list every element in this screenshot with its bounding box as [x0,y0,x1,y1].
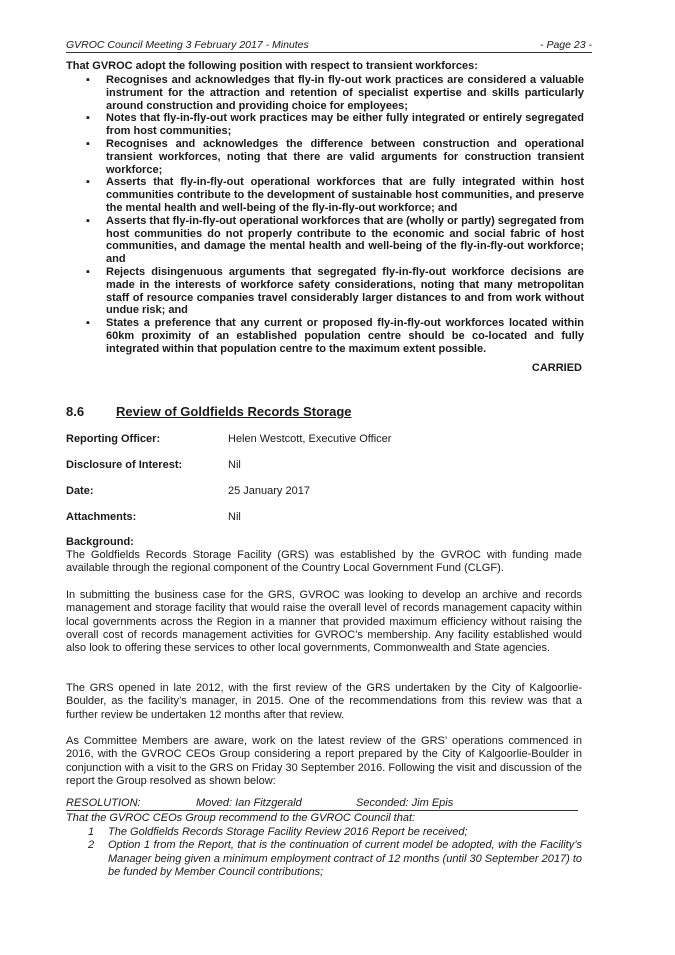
list-item: ▪ Recognises and acknowledges the difference between construction and operational transient workforces, noting that there are valid arguments for construction transient workforce; [86,137,584,176]
background-heading: Background: [66,536,134,548]
list-item: ▪ Notes that fly-in-fly-out work practices may be either fully integrated or entirely segregated from host communities; [86,112,584,138]
resolution-list [84,826,582,879]
reporting-officer-value: Helen Westcott, Executive Officer [228,433,392,445]
reporting-officer-label: Reporting Officer: [66,433,161,445]
list-item: 2 Option 1 from the Report, that is the continuation of current model be adopted, with the Facility’s Manager being given a minimum employment contract of 12 months (until 30 September 2017) to be funded by Member Council contributions; [88,839,582,878]
date-label: Date: [66,485,94,497]
header-title: GVROC Council Meeting 3 February 2017 - Minutes [66,39,309,51]
bullet-icon: ▪ [86,112,90,125]
resolution-header [66,797,578,811]
bullet-icon: ▪ [86,265,90,278]
moved-by: Moved: Ian Fitzgerald [196,797,302,809]
section-number: 8.6 [66,404,85,419]
list-item: ▪ Asserts that fly-in-fly-out operational workforces that are (wholly or partly) segregated from host communities do not properly contribute to the economic and social fabric of host communities, and damage the mental health and well-being of the fly-in-fly-out workforce; and [86,214,584,266]
background-paragraph-3: The GRS opened in late 2012, with the first review of the GRS undertaken by the City of Kalgoorlie-Boulder, as the facility’s manager, in 2015. One of the recommendations from this review was that a further review be undertaken 12 months after that review. [66,682,582,721]
section-title: Review of Goldfields Records Storage [116,404,352,419]
bullet-icon: ▪ [86,317,90,330]
list-item: ▪ Recognises and acknowledges that fly-in fly-out work practices are considered a valuable instrument for the attraction and retention of specialist expertise and skills particularly around construction and providing choice for employees; [86,74,584,112]
list-item: ▪ Rejects disingenuous arguments that segregated fly-in-fly-out workforce decisions are made in the interests of workforce safety considerations, noting that many metropolitan staff of resource companies travel considerably larger distances to and from work without undue risk; and [86,265,584,317]
bullet-icon: ▪ [86,176,90,189]
background-paragraph-2: In submitting the business case for the GRS, GVROC was looking to develop an archive and records management and storage facility that would raise the overall level of records management capacity within local governments across the Region in a manner that provided maximum efficiency without raising the overall cost of records management activities for GVROC’s membership. Any facility established would also look to offering these services to other local governments, Commonwealth and State agencies. [66,589,582,655]
resolution-label: RESOLUTION: [66,797,141,809]
bullet-icon: ▪ [86,214,90,227]
bullet-icon: ▪ [86,137,90,150]
disclosure-label: Disclosure of Interest: [66,459,183,471]
attachments-value: Nil [228,511,241,523]
resolution-intro: That GVROC adopt the following position with respect to transient workforces: [66,60,478,72]
list-item: ▪ Asserts that fly-in-fly-out operational workforces that are fully integrated within host communities contribute to the development of sustainable host communities, and preserve the mental health and well-being of the fly-in-fly-out workforce; and [86,176,584,214]
list-item: ▪ States a preference that any current or proposed fly-in-fly-out workforces located within 60km proximity of an established population centre should be co-located and fully integrated within that population centre to the maximum extent possible. [86,317,584,355]
bullet-icon: ▪ [86,74,90,86]
page-header [66,39,592,53]
seconded-by: Seconded: Jim Epis [356,797,454,809]
background-paragraph-4: As Committee Members are aware, work on the latest review of the GRS’ operations commenced in 2016, with the GVROC CEOs Group considering a report prepared by the City of Kalgoorlie-Boulder in conjunction with a visit to the GRS on Friday 30 September 2016. Following the visit and discussion of the report the Group resolved as shown below: [66,735,582,787]
page-number: - Page 23 - [540,39,592,51]
date-value: 25 January 2017 [228,485,310,497]
carried-label: CARRIED [531,362,582,374]
position-bullet-list [84,74,584,356]
attachments-label: Attachments: [66,511,137,523]
background-paragraph-1: The Goldfields Records Storage Facility (GRS) was established by the GVROC with funding made available through the regional component of the Country Local Government Fund (CLGF). [66,549,582,575]
disclosure-value: Nil [228,459,241,471]
resolution-intro-text: That the GVROC CEOs Group recommend to the GVROC Council that: [66,812,416,824]
list-item: 1 The Goldfields Records Storage Facility Review 2016 Report be received; [88,826,468,838]
